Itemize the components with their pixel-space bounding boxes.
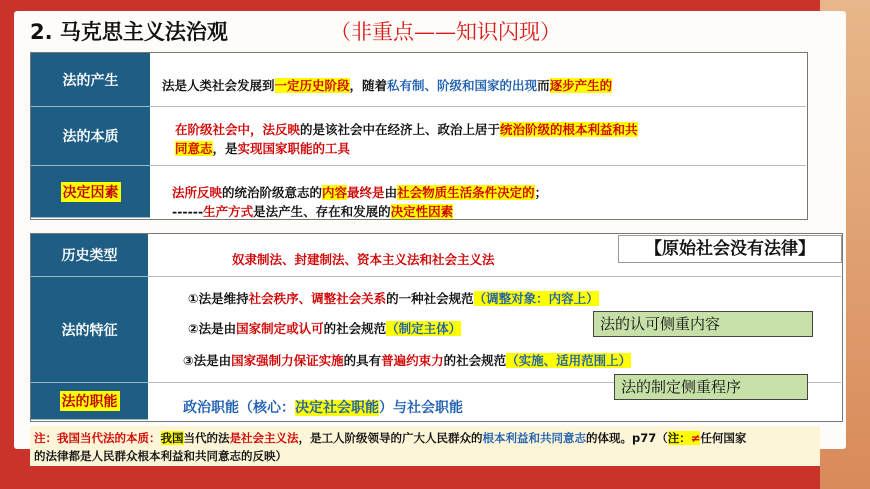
history-type-text: 奴隶制法、封建制法、资本主义法和社会主义法 bbox=[232, 252, 495, 267]
text-segment: 同意志 bbox=[175, 141, 213, 156]
note-recognition: 法的认可侧重内容 bbox=[593, 311, 813, 337]
footnote bbox=[30, 426, 820, 466]
feature-item-3 bbox=[183, 352, 631, 370]
text-segment: 我国 bbox=[160, 431, 184, 445]
row-header-origin: 法的产生 bbox=[31, 53, 150, 107]
page-title: 2. 马克思主义法治观 bbox=[30, 20, 228, 44]
text-segment: （制定主体） bbox=[386, 321, 462, 336]
text-segment: 是法产生、存在和发展的 bbox=[253, 204, 391, 219]
text-segment: 任何国家 bbox=[700, 431, 747, 445]
text-segment: ； bbox=[534, 185, 548, 200]
essence-text-line2 bbox=[175, 140, 350, 158]
text-segment: 生产方式 bbox=[203, 204, 254, 219]
text-segment: 注： bbox=[667, 431, 691, 445]
banner-no-law-primitive: 【原始社会没有法律】 bbox=[618, 235, 842, 263]
text-segment: 政治职能（核心： bbox=[183, 400, 295, 416]
text-segment: 社会物质生活条件决定的 bbox=[397, 185, 535, 200]
text-segment: ①法是维持 bbox=[188, 291, 249, 306]
text-segment: 的社会规范 bbox=[323, 321, 387, 336]
text-segment: 内容 bbox=[322, 185, 348, 200]
feature-item-2 bbox=[188, 320, 461, 338]
feature-item-1 bbox=[188, 290, 599, 308]
text-segment: 注：我国当代法的本质： bbox=[34, 431, 161, 445]
row-header-essence: 法的本质 bbox=[31, 107, 150, 166]
origin-text bbox=[162, 77, 612, 95]
text-segment: 由 bbox=[384, 185, 398, 200]
row-header-history-type: 历史类型 bbox=[31, 234, 148, 277]
text-segment: 的是该社会中在经济上、政治上居于 bbox=[300, 122, 501, 137]
text-segment: ≠ bbox=[690, 431, 701, 445]
text-segment: 的一种社会规范 bbox=[386, 291, 474, 306]
text-segment: 的具有 bbox=[343, 353, 382, 368]
text-segment: 是社会主义法 bbox=[229, 431, 299, 445]
text-segment: 法是人类社会发展到 bbox=[162, 78, 275, 93]
text-segment: 决定性因素 bbox=[390, 204, 454, 219]
text-segment: 的体现。p77（ bbox=[586, 431, 668, 445]
text-segment: 当代的法 bbox=[183, 431, 230, 445]
text-segment: 国家制定或认可 bbox=[236, 321, 324, 336]
text-segment: 统治阶级的根本利益和共 bbox=[500, 122, 638, 137]
text-segment: （调整对象：内容上） bbox=[473, 291, 599, 306]
text-segment: ，是工人阶级领导的广大人民群众的 bbox=[298, 431, 483, 445]
text-segment: 而 bbox=[537, 78, 550, 93]
determinant-text-line2 bbox=[172, 203, 453, 221]
row-header-determinant: 决定因素 bbox=[31, 166, 150, 218]
text-segment: 最终是 bbox=[347, 185, 385, 200]
text-segment: ③法是由 bbox=[183, 353, 232, 368]
text-segment: 普遍约束力 bbox=[381, 353, 444, 368]
text-segment: 私有制、阶级和国家的出现 bbox=[387, 78, 538, 93]
text-segment: ）与社会职能 bbox=[379, 400, 463, 416]
text-segment: 社会秩序、调整社会关系 bbox=[248, 291, 387, 306]
row-header-features: 法的特征 bbox=[31, 277, 148, 383]
page-subtitle: （非重点——知识闪现） bbox=[330, 20, 561, 44]
row-divider bbox=[148, 276, 841, 277]
row-divider bbox=[150, 165, 806, 166]
text-segment: 在阶级社会中，法反映 bbox=[175, 122, 301, 137]
text-segment: ②法是由 bbox=[188, 321, 237, 336]
function-text bbox=[183, 399, 463, 417]
text-segment: 国家强制力保证实施 bbox=[231, 353, 344, 368]
text-segment: 决定社会职能 bbox=[295, 400, 379, 416]
text-segment: （实施、适用范围上） bbox=[506, 353, 632, 368]
essence-text-line1 bbox=[175, 121, 638, 139]
text-segment: 的社会规范 bbox=[443, 353, 507, 368]
text-segment: 根本利益和共同意志 bbox=[482, 431, 586, 445]
row-divider bbox=[150, 106, 806, 107]
determinant-text-line1 bbox=[172, 184, 547, 202]
text-segment: 一定历史阶段 bbox=[274, 78, 350, 93]
row-header-function: 法的职能 bbox=[31, 383, 148, 420]
text-segment: ，是 bbox=[212, 141, 238, 156]
text-segment: 实现国家职能的工具 bbox=[237, 141, 351, 156]
footnote-line1 bbox=[34, 429, 816, 447]
text-segment: ------ bbox=[172, 204, 204, 219]
text-segment: 逐步产生的 bbox=[549, 78, 613, 93]
text-segment: ，随着 bbox=[349, 78, 388, 93]
text-segment: 的统治阶级意志的 bbox=[222, 185, 323, 200]
footnote-line2: 的法律都是人民群众根本利益和共同意志的反映） bbox=[34, 449, 287, 463]
text-segment: 法所反映 bbox=[172, 185, 223, 200]
note-enactment: 法的制定侧重程序 bbox=[614, 374, 808, 400]
